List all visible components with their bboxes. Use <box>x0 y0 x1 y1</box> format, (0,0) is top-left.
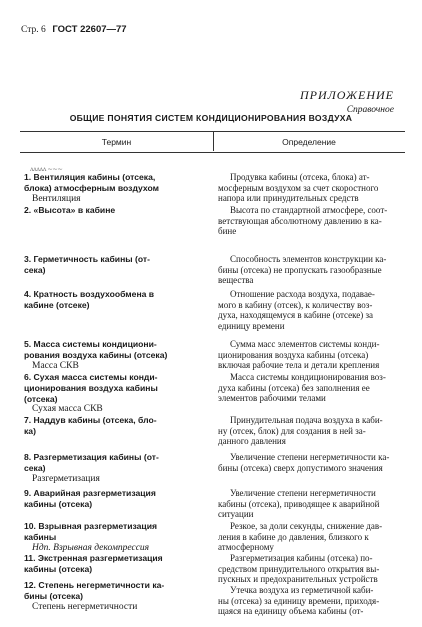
definition-line: бины (отсека) не пропускать газообразные <box>218 264 382 275</box>
definition-line: Сумма масс элементов системы конди- <box>230 339 380 349</box>
definition-line: вещества <box>218 275 254 286</box>
term-9-line: кабины (отсека) <box>24 498 93 509</box>
definition-line: элементов рабочими телами <box>218 393 326 404</box>
term-7-line: 7. Наддув кабины (отсека, бло- <box>24 415 157 425</box>
definition-line: духа кабины (отсека) без заполнения ее <box>218 382 370 393</box>
term-3-line: сека) <box>24 264 46 275</box>
term-12-line: бины (отсека) <box>24 590 84 601</box>
standard-number: ГОСТ 22607—77 <box>52 24 127 35</box>
term-4 <box>24 289 214 311</box>
term-1-line: блока) атмосферным воздухом <box>24 182 159 193</box>
term-6 <box>24 372 214 415</box>
term-11-line: 11. Экстренная разгерметизация <box>24 553 163 563</box>
definition-line: мосферным воздухом за счет скоростного <box>218 182 379 193</box>
definition-9 <box>218 488 404 520</box>
term-9-line: 9. Аварийная разгерметизация <box>24 488 156 498</box>
term-6-line: ционирования воздуха кабины <box>24 382 158 393</box>
definition-line: ситуации <box>218 509 254 520</box>
definition-line: Разгерметизация кабины (отсека) по- <box>230 553 373 563</box>
definition-1 <box>218 172 404 204</box>
definition-line: ционирования воздуха кабины (отсека) <box>218 349 369 360</box>
definition-8 <box>218 452 404 473</box>
definition-10 <box>218 521 404 553</box>
definition-7 <box>218 415 404 447</box>
definition-line: Принудительная подача воздуха в каби- <box>230 415 383 425</box>
definition-line: Резкое, за доли секунды, снижение дав- <box>230 521 383 531</box>
term-12-line: 12. Степень негерметичности ка- <box>24 580 165 590</box>
definition-line: ления в кабине до давления, близкого к <box>218 531 369 542</box>
term-1-short: Вентиляция <box>32 193 81 204</box>
term-4-line: кабине (отсеке) <box>24 299 90 310</box>
term-5 <box>24 339 214 371</box>
definition-line: ну (отсек, блок) для создания в ней за- <box>218 425 366 436</box>
term-3 <box>24 254 214 276</box>
term-10-deprecated: Ндп. Взрывная декомпрессия <box>32 542 150 553</box>
column-header-terms: Термин <box>101 137 132 147</box>
term-7 <box>24 415 214 437</box>
definition-6 <box>218 372 404 404</box>
term-5-line: рования воздуха кабины (отсека) <box>24 349 168 360</box>
definition-line: средством принудительного открытия вы- <box>218 563 380 574</box>
column-header-definitions: Определение <box>282 137 336 147</box>
appendix-subtitle: Справочное <box>346 105 394 115</box>
definition-line: щаяся на единицу объема кабины (от- <box>218 606 364 617</box>
term-5-short: Масса СКВ <box>32 360 79 371</box>
page-header <box>21 24 127 35</box>
definition-line: Отношение расхода воздуха, подавае- <box>230 289 375 299</box>
term-12 <box>24 580 214 612</box>
term-7-line: ка) <box>24 425 36 436</box>
definition-3 <box>218 254 404 286</box>
definition-line: бины (отсека) сверх допустимого значения <box>218 462 383 473</box>
definition-line: Масса системы кондиционирования воз- <box>230 372 386 382</box>
term-10-line: кабины <box>24 531 57 542</box>
scan-smudge: ᴧᴧᴧᴧᴧ ~~~ <box>30 165 63 173</box>
definition-line: ны (отсека) за единицу времени, приходя- <box>218 595 380 606</box>
term-9 <box>24 488 214 510</box>
document-title: ОБЩИЕ ПОНЯТИЯ СИСТЕМ КОНДИЦИОНИРОВАНИЯ ВОЗДУХА <box>69 113 353 123</box>
definition-2 <box>218 205 404 237</box>
definition-line: напора или принудительных средств <box>218 193 359 204</box>
definition-line: пускных и предохранительных устройств <box>218 574 378 585</box>
page-number: Стр. 6 <box>21 25 46 35</box>
definition-line: единицу времени <box>218 320 285 331</box>
term-6-short: Сухая масса СКВ <box>32 404 103 415</box>
definition-12 <box>218 585 404 617</box>
definition-line: мого в кабину (отсек), к количеству воз- <box>218 299 373 310</box>
term-6-line: (отсека) <box>24 393 58 404</box>
term-8-line: 8. Разгерметизация кабины (от- <box>24 452 159 462</box>
definition-5 <box>218 339 404 371</box>
term-8-short: Разгерметизация <box>32 473 100 484</box>
term-3-line: 3. Герметичность кабины (от- <box>24 254 150 264</box>
term-10 <box>24 521 214 553</box>
appendix-label <box>300 88 394 115</box>
definition-line: Высота по стандартной атмосфере, соот- <box>230 205 388 215</box>
term-11 <box>24 553 214 575</box>
term-2 <box>24 205 214 216</box>
definition-line: духа, находящемуся в кабине (отсеке) за <box>218 310 374 321</box>
definition-line: включая рабочие тела и детали крепления <box>218 360 380 371</box>
definition-line: кабины (отсека), приводящее к аварийной <box>218 498 380 509</box>
definition-line: Продувка кабины (отсека, блока) ат- <box>230 172 370 182</box>
definition-11 <box>218 553 404 585</box>
term-4-line: 4. Кратность воздухообмена в <box>24 289 155 299</box>
term-8 <box>24 452 214 484</box>
term-12-short: Степень негерметичности <box>32 601 138 612</box>
definition-line: атмосферному <box>218 542 274 553</box>
definition-line: Увеличение степени негерметичности <box>230 488 376 498</box>
term-6-line: 6. Сухая масса системы конди- <box>24 372 158 382</box>
definition-line: бине <box>218 226 237 237</box>
definition-line: данного давления <box>218 436 286 447</box>
term-11-line: кабины (отсека) <box>24 563 93 574</box>
definition-line: Увеличение степени негерметичности ка- <box>230 452 390 462</box>
term-10-line: 10. Взрывная разгерметизация <box>24 521 157 531</box>
term-1 <box>24 172 214 204</box>
term-8-line: сека) <box>24 462 46 473</box>
definition-line: ветствующая абсолютному давлению в ка- <box>218 215 382 226</box>
term-1-line: 1. Вентиляция кабины (отсека, <box>24 172 156 182</box>
term-2-line: 2. «Высота» в кабине <box>24 205 116 215</box>
definition-4 <box>218 289 404 331</box>
definition-line: Утечка воздуха из герметичной каби- <box>230 585 374 595</box>
term-5-line: 5. Масса системы кондициони- <box>24 339 157 349</box>
definition-line: Способность элементов конструкции ка- <box>230 254 387 264</box>
appendix-title: ПРИЛОЖЕНИЕ <box>300 88 394 102</box>
